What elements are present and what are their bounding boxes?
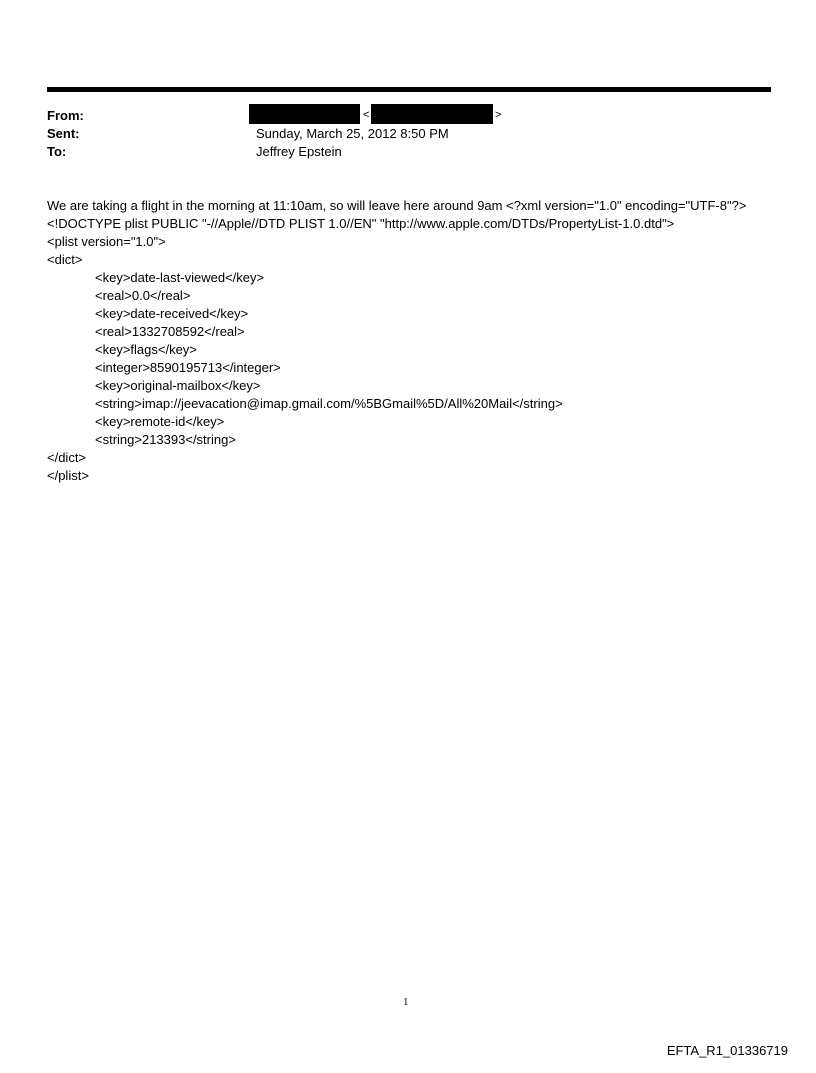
sender-email-close-bracket: > [495,109,502,121]
sent-value: Sunday, March 25, 2012 8:50 PM [256,126,449,141]
plist-entry: <string>213393</string> [95,432,236,447]
plist-entry: <real>0.0</real> [95,288,191,303]
bates-number: EFTA_R1_01336719 [666,1043,788,1058]
dict-open: <dict> [47,252,83,267]
plist-entry: <key>date-received</key> [95,306,249,321]
plist-entry: <real>1332708592</real> [95,324,245,339]
email-body [47,197,762,485]
dict-close: </dict> [47,450,87,465]
to-value: Jeffrey Epstein [256,144,342,159]
plist-entry: <integer>8590195713</integer> [95,360,281,375]
to-label: To: [47,144,67,159]
from-label: From: [47,108,84,123]
sent-label: Sent: [47,126,80,141]
body-intro: We are taking a flight in the morning at 11:10am, so will leave here around 9am <?xml version="1.0" encoding="UTF-8"?> <!DOCTYPE plist PUBLIC "-//Apple//DTD PLIST 1.0//EN" "http://www.apple.com/DTDs/PropertyList-1.0.dtd"> [47,198,747,231]
redacted-sender-email [371,104,493,124]
plist-entry: <key>flags</key> [95,342,197,357]
page-number: 1 [403,996,409,1008]
plist-entry: <key>original-mailbox</key> [95,378,261,393]
redacted-sender-name [249,104,360,124]
plist-entry: <key>remote-id</key> [95,414,225,429]
plist-close: </plist> [47,468,89,483]
plist-open: <plist version="1.0"> [47,234,166,249]
sender-email-open-bracket: < [363,109,370,121]
plist-entry: <string>imap://jeevacation@imap.gmail.com/%5BGmail%5D/All%20Mail</string> [95,396,563,411]
plist-entry: <key>date-last-viewed</key> [95,270,265,285]
header-rule [47,87,771,92]
